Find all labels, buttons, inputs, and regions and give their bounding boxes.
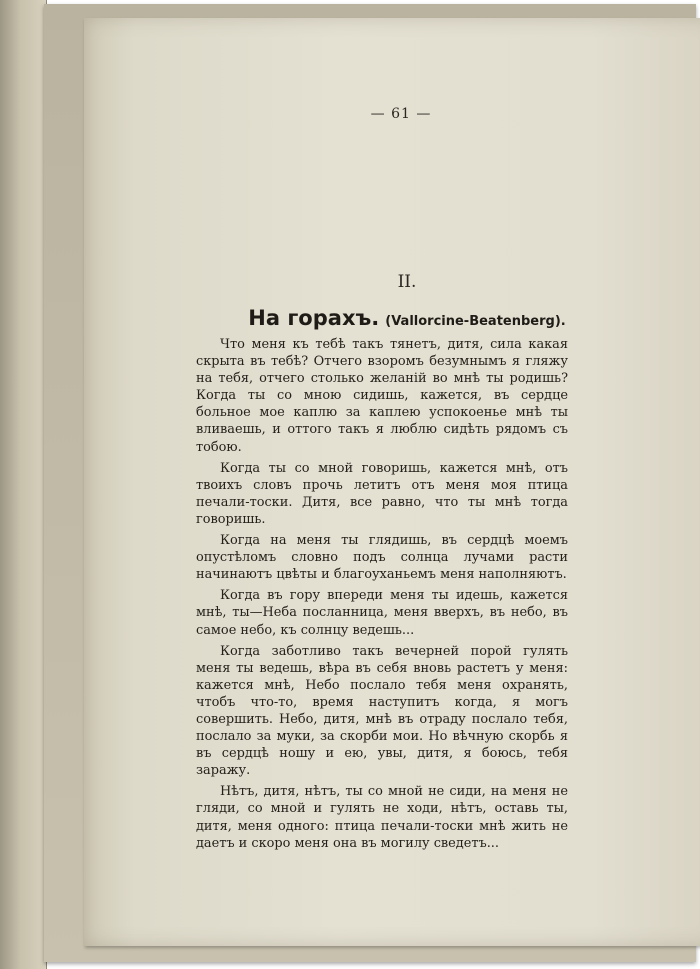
chapter-title: На горахъ. [248, 306, 380, 330]
paragraph: Когда въ гору впереди меня ты идешь, кажется мнѣ, ты—Неба посланница, меня вверхъ, въ небо, въ самое небо, къ солнцу ведешь... [196, 588, 568, 638]
chapter-subtitle: (Vallorcine-Beatenberg). [385, 314, 566, 329]
section-number: II. [397, 272, 417, 292]
book-board [44, 4, 696, 962]
paragraph: Нѣтъ, дитя, нѣтъ, ты со мной не сиди, на меня не гляди, со мной и гулять не ходи, нѣтъ, оставь ты, дитя, меня одного: птица печали-тоски мнѣ жить не даетъ и скоро меня она въ могилу сведетъ... [196, 784, 568, 851]
paragraph: Что меня къ тебѣ такъ тянетъ, дитя, сила какая скрыта въ тебѣ? Отчего взоромъ безумнымъ я гляжу на тебя, отчего столько желаній во мнѣ ты родишь? Когда ты со мною сидишь, кажется, въ сердце больное мое каплю за каплею успокоенье мнѣ ты вливаешь, и оттого такъ я люблю сидѣть рядомъ съ тобою. [196, 337, 568, 455]
paragraph: Когда на меня ты глядишь, въ сердцѣ моемъ опустѣломъ словно подъ солнца лучами расти начинаютъ цвѣты и благоуханьемъ меня наполняютъ. [196, 533, 568, 583]
page-number: — 61 — [370, 106, 432, 122]
left-page-edge [0, 0, 47, 969]
chapter-heading [84, 306, 700, 330]
body-text [196, 336, 568, 856]
book-page [84, 18, 700, 946]
paragraph: Когда заботливо такъ вечерней порой гулять меня ты ведешь, вѣра въ себя вновь растетъ у меня: кажется мнѣ, Небо послало тебя меня охранять, чтобъ что-то, время наступитъ когда, я могъ совершить. Небо, дитя, мнѣ въ отраду послало тебя, послало за муки, за скорби мои. Но вѣчную скорбь я въ сердцѣ ношу и ею, увы, дитя, я боюсь, тебя заражу. [196, 643, 568, 779]
paragraph: Когда ты со мной говоришь, кажется мнѣ, отъ твоихъ словъ прочь летитъ отъ меня моя птица печали-тоски. Дитя, все равно, что ты мнѣ тогда говоришь. [196, 460, 568, 527]
